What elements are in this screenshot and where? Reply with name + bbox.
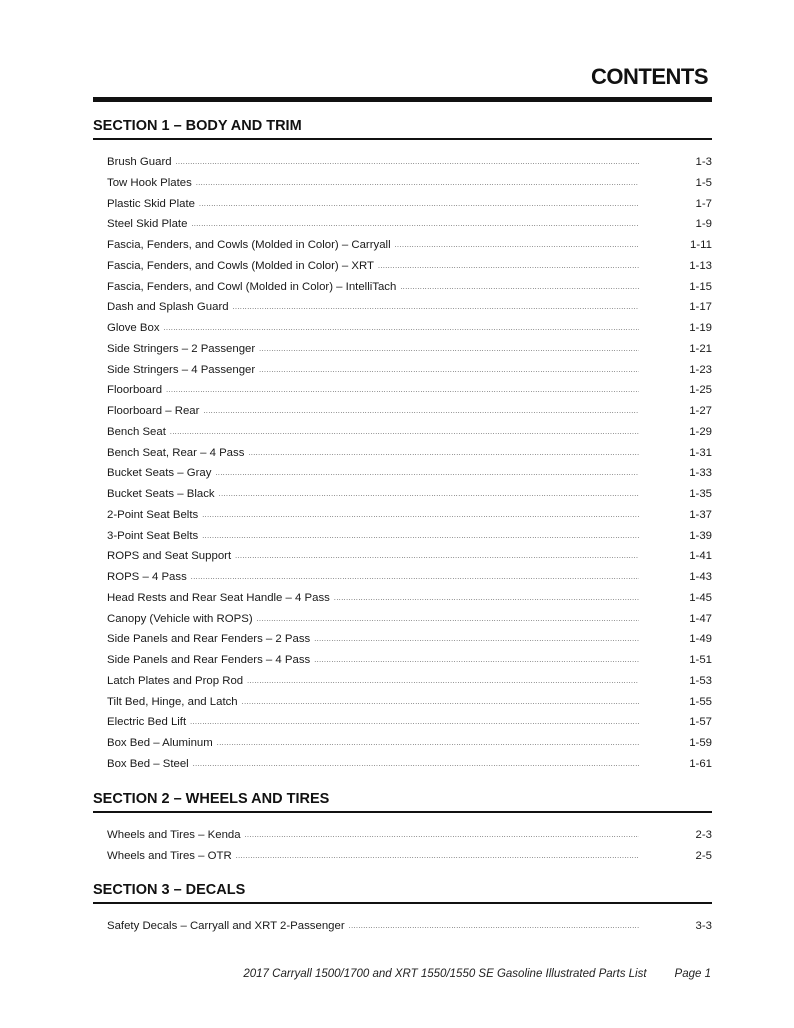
toc-entry-page: 1-53: [689, 674, 712, 687]
section-body-and-trim: [93, 116, 712, 775]
toc-entry-label: Floorboard – Rear: [107, 405, 200, 417]
toc-entry-label: Plastic Skid Plate: [107, 197, 195, 210]
toc-entry-page: 1-45: [689, 591, 712, 604]
toc-entry-label: Brush Guard: [107, 156, 172, 168]
toc-entry-label: Fascia, Fenders, and Cowls (Molded in Color) – XRT: [107, 259, 374, 272]
toc-entry[interactable]: [93, 194, 712, 215]
toc-entry-label: Tilt Bed, Hinge, and Latch: [107, 695, 238, 708]
toc-entry-page: 1-9: [695, 218, 712, 231]
toc-entry[interactable]: [93, 463, 712, 484]
dot-leader: [247, 672, 639, 693]
toc-entry-label: Electric Bed Lift: [107, 716, 187, 729]
toc-entry-label: Side Panels and Rear Fenders – 2 Pass: [107, 633, 311, 646]
toc-entry-page: 1-33: [689, 467, 712, 480]
toc-entry-label: Safety Decals – Carryall and XRT 2-Passenger: [107, 920, 345, 932]
toc-entry[interactable]: [93, 505, 712, 526]
toc-entry-label: Bench Seat: [107, 425, 166, 438]
dot-leader: [314, 630, 639, 651]
toc-entry-label: Glove Box: [107, 322, 160, 334]
toc-entry-label: Wheels and Tires – Kenda: [107, 829, 241, 841]
dot-leader: [217, 734, 639, 755]
dot-leader: [176, 153, 639, 174]
toc-entry[interactable]: [93, 567, 712, 588]
toc-entry[interactable]: [93, 609, 712, 630]
toc-list: [93, 825, 712, 867]
toc-entry[interactable]: [93, 401, 712, 422]
toc-entry-page: 1-11: [690, 239, 712, 251]
toc-entry-page: 1-39: [689, 529, 712, 542]
toc-entry-label: Head Rests and Rear Seat Handle – 4 Pass: [107, 591, 330, 604]
toc-entry-label: ROPS and Seat Support: [107, 550, 232, 563]
toc-entry[interactable]: [93, 825, 712, 846]
toc-entry-page: 1-51: [689, 654, 712, 666]
toc-entry[interactable]: [93, 754, 712, 775]
toc-entry-page: 1-55: [689, 695, 712, 708]
toc-entry[interactable]: [93, 297, 712, 318]
toc-entry-page: 1-61: [689, 757, 712, 770]
toc-entry[interactable]: [93, 629, 712, 650]
toc-entry-label: Box Bed – Aluminum: [107, 737, 213, 749]
section-heading: SECTION 2 – WHEELS AND TIRES: [93, 791, 330, 807]
toc-entry-page: 1-17: [689, 301, 712, 314]
toc-entry[interactable]: [93, 671, 712, 692]
dot-leader: [248, 444, 639, 465]
toc-entry[interactable]: [93, 152, 712, 173]
toc-entry-label: Floorboard: [107, 384, 163, 397]
toc-entry-label: Box Bed – Steel: [107, 757, 189, 770]
toc-entry-page: 1-35: [689, 488, 712, 500]
toc-entry-label: Fascia, Fenders, and Cowl (Molded in Color) – IntelliTach: [107, 280, 397, 293]
toc-entry-page: 1-31: [689, 446, 712, 459]
dot-leader: [191, 568, 639, 589]
toc-entry-label: 3-Point Seat Belts: [107, 529, 199, 542]
dot-leader: [166, 381, 639, 402]
toc-entry-label: Latch Plates and Prop Rod: [107, 674, 244, 687]
toc-entry-page: 1-7: [695, 197, 712, 210]
toc-entry-page: 1-57: [689, 716, 712, 729]
toc-entry[interactable]: [93, 733, 712, 754]
dot-leader: [164, 319, 639, 340]
toc-entry-page: 2-5: [695, 849, 712, 862]
dot-leader: [259, 361, 639, 382]
dot-leader: [219, 485, 639, 506]
title-rule: [93, 97, 712, 102]
toc-entry-label: Bench Seat, Rear – 4 Pass: [107, 446, 245, 459]
toc-entry-page: 1-5: [695, 176, 712, 189]
dot-leader: [236, 847, 639, 868]
toc-entry[interactable]: [93, 526, 712, 547]
toc-entry-page: 1-15: [689, 280, 712, 293]
dot-leader: [245, 826, 639, 847]
toc-entry-page: 1-21: [689, 342, 712, 355]
toc-entry[interactable]: [93, 588, 712, 609]
toc-entry-label: Bucket Seats – Gray: [107, 467, 212, 480]
dot-leader: [190, 713, 639, 734]
toc-entry-page: 3-3: [695, 920, 712, 932]
dot-leader: [199, 195, 639, 216]
dot-leader: [334, 589, 639, 610]
toc-entry-page: 1-59: [689, 737, 712, 749]
toc-entry-label: 2-Point Seat Belts: [107, 508, 199, 521]
toc-entry[interactable]: [93, 214, 712, 235]
dot-leader: [257, 610, 639, 631]
toc-entry[interactable]: [93, 360, 712, 381]
toc-entry-label: Side Stringers – 2 Passenger: [107, 342, 256, 355]
toc-entry[interactable]: [93, 650, 712, 671]
dot-leader: [259, 340, 639, 361]
toc-entry-label: Bucket Seats – Black: [107, 488, 215, 500]
section-decals: [93, 880, 712, 937]
toc-entry-page: 2-3: [695, 829, 712, 841]
toc-entry-page: 1-29: [689, 425, 712, 438]
toc-entry-page: 1-23: [689, 363, 712, 376]
toc-entry-page: 1-47: [689, 612, 712, 625]
toc-entry[interactable]: [93, 484, 712, 505]
toc-entry-page: 1-41: [689, 550, 712, 563]
dot-leader: [191, 215, 639, 236]
toc-entry[interactable]: [93, 318, 712, 339]
dot-leader: [349, 917, 639, 938]
dot-leader: [193, 755, 639, 776]
footer-page-number: Page 1: [674, 968, 711, 980]
dot-leader: [395, 236, 639, 257]
toc-entry-label: Side Panels and Rear Fenders – 4 Pass: [107, 654, 311, 666]
dot-leader: [235, 547, 639, 568]
toc-entry-page: 1-25: [689, 384, 712, 397]
page-title: CONTENTS: [591, 64, 708, 89]
dot-leader: [196, 174, 639, 195]
toc-entry[interactable]: [93, 339, 712, 360]
toc-entry-page: 1-3: [695, 156, 712, 168]
toc-entry[interactable]: [93, 173, 712, 194]
toc-entry[interactable]: [93, 380, 712, 401]
toc-entry-page: 1-43: [689, 571, 712, 583]
dot-leader: [233, 298, 639, 319]
toc-entry-label: Side Stringers – 4 Passenger: [107, 363, 256, 376]
toc-entry-label: Steel Skid Plate: [107, 218, 188, 231]
toc-entry[interactable]: [93, 712, 712, 733]
dot-leader: [400, 278, 639, 299]
toc-entry[interactable]: [93, 916, 712, 937]
toc-entry[interactable]: [93, 846, 712, 867]
toc-entry[interactable]: [93, 256, 712, 277]
toc-entry-page: 1-37: [689, 508, 712, 521]
section-heading: SECTION 1 – BODY AND TRIM: [93, 118, 302, 134]
dot-leader: [203, 402, 639, 423]
toc-list: [93, 916, 712, 937]
toc-entry[interactable]: [93, 692, 712, 713]
dot-leader: [215, 464, 639, 485]
toc-entry-page: 1-19: [689, 322, 712, 334]
dot-leader: [242, 693, 639, 714]
toc-entry[interactable]: [93, 443, 712, 464]
dot-leader: [378, 257, 639, 278]
toc-entry[interactable]: [93, 235, 712, 256]
dot-leader: [202, 527, 639, 548]
toc-entry-page: 1-13: [689, 259, 712, 272]
toc-entry-label: Tow Hook Plates: [107, 176, 192, 189]
page-footer: [243, 968, 711, 980]
section-wheels-and-tires: [93, 789, 712, 867]
dot-leader: [170, 423, 639, 444]
toc-entry-label: Wheels and Tires – OTR: [107, 849, 232, 862]
section-rule: [93, 902, 712, 904]
toc-list: [93, 152, 712, 775]
section-heading: SECTION 3 – DECALS: [93, 882, 246, 898]
toc-entry[interactable]: [93, 546, 712, 567]
toc-entry-label: ROPS – 4 Pass: [107, 571, 187, 583]
toc-entry-label: Fascia, Fenders, and Cowls (Molded in Color) – Carryall: [107, 239, 391, 251]
footer-document-title: 2017 Carryall 1500/1700 and XRT 1550/1550 SE Gasoline Illustrated Parts List: [243, 968, 647, 980]
section-rule: [93, 811, 712, 813]
toc-entry[interactable]: [93, 422, 712, 443]
toc-entry-label: Dash and Splash Guard: [107, 301, 229, 314]
dot-leader: [202, 506, 639, 527]
toc-entry-page: 1-49: [689, 633, 712, 646]
section-rule: [93, 138, 712, 140]
toc-entry-page: 1-27: [689, 405, 712, 417]
dot-leader: [314, 651, 639, 672]
toc-entry[interactable]: [93, 277, 712, 298]
toc-entry-label: Canopy (Vehicle with ROPS): [107, 612, 253, 625]
